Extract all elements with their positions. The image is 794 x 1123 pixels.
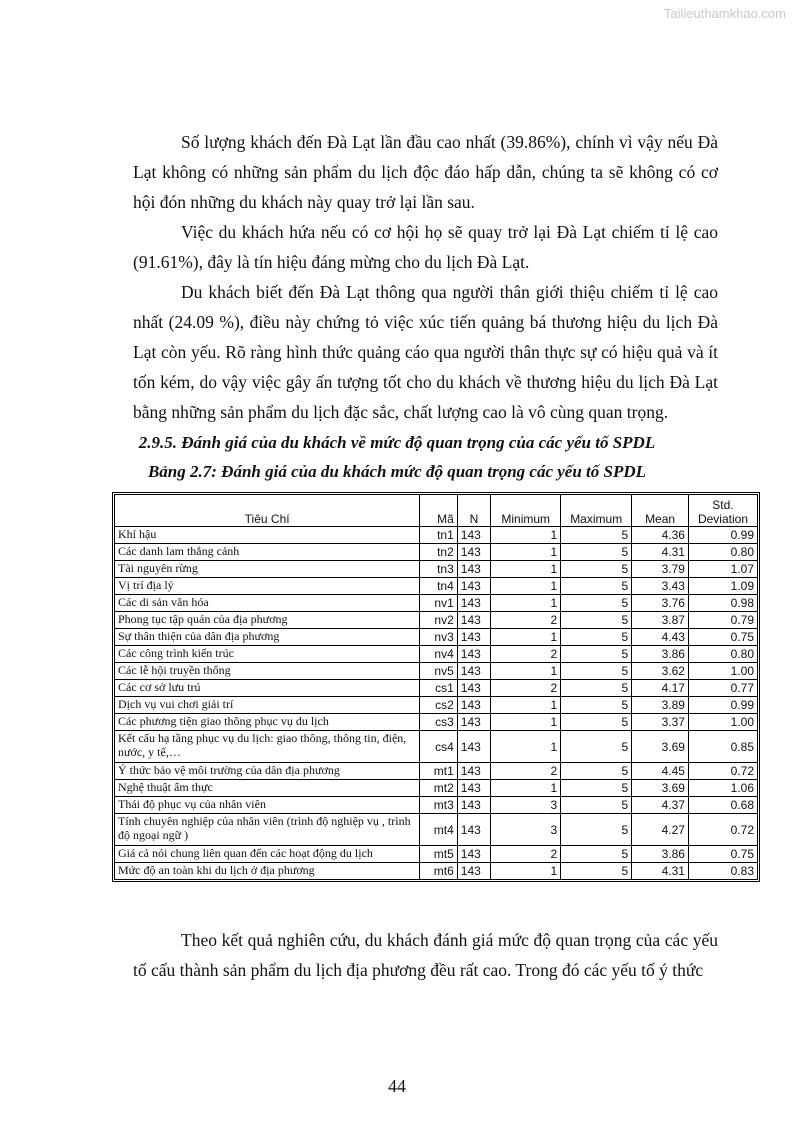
cell-code: nv1 (420, 595, 458, 612)
cell-mean: 3.86 (632, 846, 689, 863)
cell-code: mt6 (420, 863, 458, 880)
table-row (115, 731, 758, 763)
cell-n: 143 (457, 763, 490, 780)
watermark: Tailieuthamkhao.com (663, 6, 786, 21)
cell-maximum: 5 (561, 780, 632, 797)
cell-std-deviation: 1.07 (688, 561, 757, 578)
cell-mean: 3.79 (632, 561, 689, 578)
cell-minimum: 2 (491, 763, 561, 780)
header-n: N (457, 495, 490, 527)
cell-maximum: 5 (561, 612, 632, 629)
cell-std-deviation: 1.00 (688, 714, 757, 731)
cell-code: cs4 (420, 731, 458, 763)
cell-n: 143 (457, 814, 490, 846)
cell-mean: 4.27 (632, 814, 689, 846)
cell-minimum: 1 (491, 527, 561, 544)
cell-n: 143 (457, 561, 490, 578)
cell-std-deviation: 1.09 (688, 578, 757, 595)
cell-minimum: 1 (491, 697, 561, 714)
evaluation-table (112, 492, 760, 882)
conclusion-paragraph-wrap (133, 925, 718, 985)
cell-code: nv5 (420, 663, 458, 680)
cell-code: cs2 (420, 697, 458, 714)
section-heading: 2.9.5. Đánh giá của du khách về mức độ quan trọng của các yếu tố SPDL (138, 433, 656, 452)
cell-n: 143 (457, 714, 490, 731)
table-row (115, 814, 758, 846)
header-criteria: Tiêu Chí (115, 495, 420, 527)
cell-mean: 4.43 (632, 629, 689, 646)
cell-n: 143 (457, 797, 490, 814)
table-row (115, 646, 758, 663)
cell-minimum: 3 (491, 814, 561, 846)
cell-mean: 4.37 (632, 797, 689, 814)
cell-criteria: Mức độ an toàn khi du lịch ở địa phương (115, 863, 420, 880)
cell-minimum: 2 (491, 846, 561, 863)
cell-n: 143 (457, 544, 490, 561)
cell-n: 143 (457, 780, 490, 797)
cell-minimum: 2 (491, 646, 561, 663)
cell-n: 143 (457, 697, 490, 714)
cell-minimum: 1 (491, 629, 561, 646)
cell-n: 143 (457, 663, 490, 680)
table-header-row (115, 495, 758, 527)
cell-std-deviation: 0.75 (688, 629, 757, 646)
cell-maximum: 5 (561, 578, 632, 595)
header-mean: Mean (632, 495, 689, 527)
table-row (115, 697, 758, 714)
cell-criteria: Các di sản văn hóa (115, 595, 420, 612)
cell-minimum: 1 (491, 578, 561, 595)
cell-minimum: 1 (491, 663, 561, 680)
table-row (115, 595, 758, 612)
table-row (115, 578, 758, 595)
cell-maximum: 5 (561, 646, 632, 663)
cell-std-deviation: 0.72 (688, 763, 757, 780)
cell-std-deviation: 0.75 (688, 846, 757, 863)
cell-maximum: 5 (561, 544, 632, 561)
table-caption: Bảng 2.7: Đánh giá của du khách mức độ quan trọng các yếu tố SPDL (147, 462, 647, 481)
cell-criteria: Các phương tiện giao thông phục vụ du lịch (115, 714, 420, 731)
paragraph-first-visit: Số lượng khách đến Đà Lạt lần đầu cao nhất (39.86%), chính vì vậy nếu Đà Lạt không có những sản phẩm du lịch độc đáo hấp dẫn, chúng ta sẽ không có cơ hội đón những du khách này quay trở lại lần sau. (133, 132, 718, 212)
cell-minimum: 1 (491, 595, 561, 612)
cell-code: mt4 (420, 814, 458, 846)
table-row (115, 763, 758, 780)
cell-code: mt5 (420, 846, 458, 863)
cell-mean: 4.31 (632, 544, 689, 561)
table-row (115, 863, 758, 880)
cell-n: 143 (457, 527, 490, 544)
table-row (115, 612, 758, 629)
cell-criteria: Ý thức bảo vệ môi trường của dân địa phương (115, 763, 420, 780)
table-row (115, 527, 758, 544)
cell-n: 143 (457, 646, 490, 663)
cell-maximum: 5 (561, 846, 632, 863)
paragraph-conclusion: Theo kết quả nghiên cứu, du khách đánh giá mức độ quan trọng của các yếu tố cấu thành sản phẩm du lịch địa phương đều rất cao. Trong đó các yếu tố ý thức (133, 930, 718, 980)
cell-std-deviation: 1.06 (688, 780, 757, 797)
cell-code: tn1 (420, 527, 458, 544)
cell-mean: 3.43 (632, 578, 689, 595)
cell-maximum: 5 (561, 527, 632, 544)
cell-criteria: Các lễ hội truyền thống (115, 663, 420, 680)
cell-minimum: 1 (491, 731, 561, 763)
paragraph-referral: Du khách biết đến Đà Lạt thông qua người thân giới thiệu chiếm tỉ lệ cao nhất (24.09 %), điều này chứng tỏ việc xúc tiến quảng bá thương hiệu du lịch Đà Lạt còn yếu. Rõ ràng hình thức quảng cáo qua người thân thực sự có hiệu quả và ít tốn kém, do vậy việc gây ấn tượng tốt cho du khách về thương hiệu du lịch Đà Lạt bằng những sản phẩm du lịch đặc sắc, chất lượng cao là vô cùng quan trọng. (133, 282, 718, 422)
table-row (115, 846, 758, 863)
cell-n: 143 (457, 578, 490, 595)
cell-std-deviation: 0.85 (688, 731, 757, 763)
cell-code: tn2 (420, 544, 458, 561)
cell-minimum: 2 (491, 680, 561, 697)
cell-mean: 3.62 (632, 663, 689, 680)
cell-std-deviation: 0.80 (688, 646, 757, 663)
cell-code: nv4 (420, 646, 458, 663)
cell-n: 143 (457, 863, 490, 880)
paragraph-return-intent: Việc du khách hứa nếu có cơ hội họ sẽ quay trở lại Đà Lạt chiếm tỉ lệ cao (91.61%), đây là tín hiệu đáng mừng cho du lịch Đà Lạt. (133, 222, 718, 272)
cell-maximum: 5 (561, 814, 632, 846)
cell-std-deviation: 0.99 (688, 697, 757, 714)
cell-std-deviation: 0.72 (688, 814, 757, 846)
header-code: Mã (420, 495, 458, 527)
header-maximum: Maximum (561, 495, 632, 527)
table-row (115, 663, 758, 680)
cell-maximum: 5 (561, 697, 632, 714)
cell-criteria: Giá cả nói chung liên quan đến các hoạt động du lịch (115, 846, 420, 863)
cell-std-deviation: 0.68 (688, 797, 757, 814)
cell-n: 143 (457, 680, 490, 697)
cell-maximum: 5 (561, 863, 632, 880)
cell-std-deviation: 0.79 (688, 612, 757, 629)
cell-std-deviation: 1.00 (688, 663, 757, 680)
header-std-deviation: Std. Deviation (688, 495, 757, 527)
cell-n: 143 (457, 612, 490, 629)
cell-maximum: 5 (561, 680, 632, 697)
cell-criteria: Thái độ phục vụ của nhân viên (115, 797, 420, 814)
cell-code: mt3 (420, 797, 458, 814)
cell-criteria: Các danh lam thắng cảnh (115, 544, 420, 561)
cell-std-deviation: 0.99 (688, 527, 757, 544)
cell-code: nv2 (420, 612, 458, 629)
cell-code: tn4 (420, 578, 458, 595)
cell-criteria: Tài nguyên rừng (115, 561, 420, 578)
cell-n: 143 (457, 629, 490, 646)
cell-maximum: 5 (561, 663, 632, 680)
table-row (115, 714, 758, 731)
cell-maximum: 5 (561, 629, 632, 646)
cell-maximum: 5 (561, 731, 632, 763)
cell-mean: 4.31 (632, 863, 689, 880)
cell-mean: 3.69 (632, 731, 689, 763)
cell-code: nv3 (420, 629, 458, 646)
cell-criteria: Khí hậu (115, 527, 420, 544)
cell-minimum: 1 (491, 714, 561, 731)
cell-n: 143 (457, 846, 490, 863)
cell-criteria: Nghệ thuật ẩm thực (115, 780, 420, 797)
cell-criteria: Kết cấu hạ tầng phục vụ du lịch: giao thông, thông tin, điện, nước, y tế,… (115, 731, 420, 763)
table-row (115, 544, 758, 561)
cell-code: cs1 (420, 680, 458, 697)
cell-criteria: Dịch vụ vui chơi giải trí (115, 697, 420, 714)
cell-mean: 4.36 (632, 527, 689, 544)
cell-minimum: 3 (491, 797, 561, 814)
cell-criteria: Tính chuyên nghiệp của nhân viên (trình độ nghiệp vụ , trình độ ngoại ngữ ) (115, 814, 420, 846)
cell-std-deviation: 0.83 (688, 863, 757, 880)
cell-maximum: 5 (561, 763, 632, 780)
cell-code: tn3 (420, 561, 458, 578)
cell-criteria: Vị trí địa lý (115, 578, 420, 595)
cell-n: 143 (457, 731, 490, 763)
table-row (115, 780, 758, 797)
cell-minimum: 2 (491, 612, 561, 629)
intro-paragraphs (133, 127, 718, 427)
page-number: 44 (388, 1076, 406, 1096)
cell-code: mt1 (420, 763, 458, 780)
cell-minimum: 1 (491, 780, 561, 797)
cell-maximum: 5 (561, 561, 632, 578)
table-row (115, 680, 758, 697)
cell-mean: 3.37 (632, 714, 689, 731)
cell-code: mt2 (420, 780, 458, 797)
cell-maximum: 5 (561, 797, 632, 814)
cell-criteria: Phong tục tập quán của địa phương (115, 612, 420, 629)
cell-n: 143 (457, 595, 490, 612)
cell-code: cs3 (420, 714, 458, 731)
cell-maximum: 5 (561, 595, 632, 612)
cell-mean: 3.69 (632, 780, 689, 797)
cell-mean: 4.45 (632, 763, 689, 780)
table-row (115, 797, 758, 814)
header-minimum: Minimum (491, 495, 561, 527)
cell-std-deviation: 0.80 (688, 544, 757, 561)
cell-maximum: 5 (561, 714, 632, 731)
cell-std-deviation: 0.98 (688, 595, 757, 612)
cell-mean: 4.17 (632, 680, 689, 697)
cell-minimum: 1 (491, 544, 561, 561)
cell-minimum: 1 (491, 561, 561, 578)
cell-mean: 3.86 (632, 646, 689, 663)
cell-minimum: 1 (491, 863, 561, 880)
table-row (115, 561, 758, 578)
cell-std-deviation: 0.77 (688, 680, 757, 697)
cell-mean: 3.76 (632, 595, 689, 612)
cell-criteria: Các công trình kiến trúc (115, 646, 420, 663)
table-row (115, 629, 758, 646)
cell-criteria: Sự thân thiện của dân địa phương (115, 629, 420, 646)
cell-criteria: Các cơ sở lưu trú (115, 680, 420, 697)
cell-mean: 3.87 (632, 612, 689, 629)
cell-mean: 3.89 (632, 697, 689, 714)
